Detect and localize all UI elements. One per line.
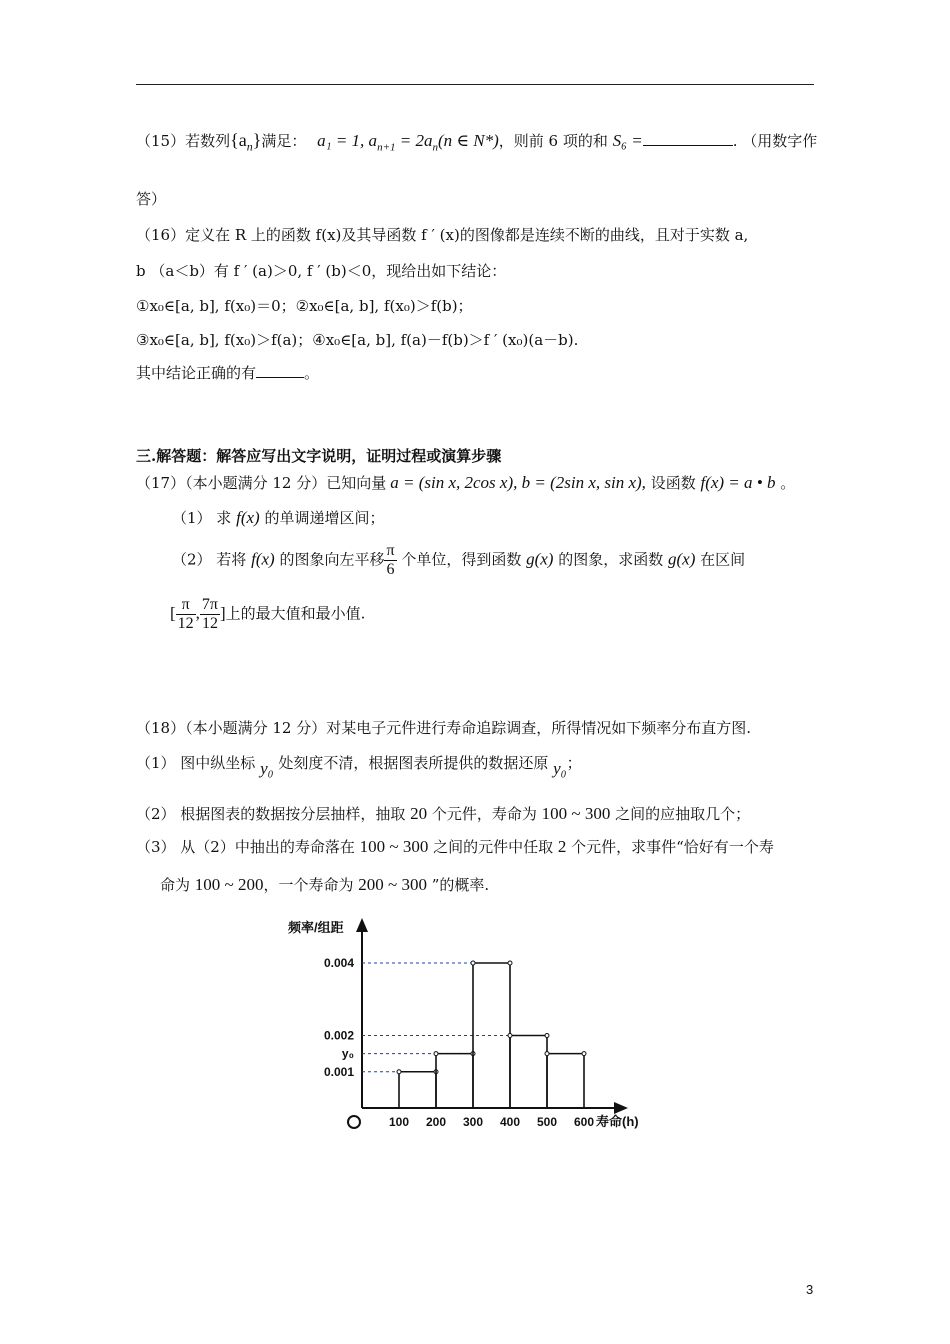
- q18-p1-y0: y₀: [260, 759, 274, 778]
- histogram: [280, 910, 680, 1140]
- q17-frac-den: 6: [386, 561, 395, 578]
- q18-p3-r2: 200 ~ 300: [358, 875, 427, 894]
- q17-p2-e: 在区间: [695, 550, 746, 569]
- q18-part3: [136, 836, 774, 857]
- y-tick-label: 0.004: [323, 956, 354, 970]
- q18-p1-c: ；: [566, 754, 582, 772]
- q18-p2-n: 20: [410, 804, 428, 823]
- x-tick-label: 600: [573, 1115, 595, 1129]
- q17-pi-over-6: [384, 542, 396, 579]
- x-axis-arrow: [614, 1102, 628, 1114]
- q18-p3-d: 命为: [160, 876, 195, 894]
- q17-p1-fx: f(x): [236, 508, 260, 527]
- y-axis-arrow: [356, 918, 368, 932]
- q17-part1: [172, 507, 384, 528]
- q17-p2-b: 的图象向左平移: [274, 550, 385, 569]
- q17-line1-a: （17）（本小题满分 12 分）已知向量: [136, 474, 387, 492]
- q18-p1-y0b: y₀: [553, 759, 567, 778]
- y-axis-label: 频率/组距: [288, 920, 344, 935]
- q18-p2-range: 100 ~ 300: [541, 804, 611, 823]
- q16-line5-end: 。: [304, 364, 320, 382]
- y-tick-label: y₀: [341, 1046, 354, 1061]
- histogram-bar: [436, 1054, 473, 1108]
- q18-p3-range: 100 ~ 300: [359, 837, 429, 856]
- q17-p1-a: （1） 求: [172, 509, 237, 527]
- histogram-bar: [547, 1054, 584, 1108]
- q18-p3-e: ，一个寿命为: [263, 876, 359, 894]
- q15-seq-open: {a: [230, 130, 247, 150]
- q18-p1-a: （1） 图中纵坐标: [136, 754, 261, 772]
- q18-part2: [136, 803, 750, 824]
- q16-line4: ③x₀∈[a, b], f(x₀)＞f(a)；④x₀∈[a, b], f(a)－f(b)＞f ′ (x₀)(a－b).: [136, 331, 579, 349]
- q17-pi-over-12: [176, 596, 196, 633]
- q17-int-f2-num: 7π: [201, 596, 218, 613]
- y-tick-label: 0.001: [323, 1064, 354, 1079]
- q15-end: . （用数字作: [732, 132, 818, 150]
- q15-formula-sub: n+1: [377, 141, 396, 154]
- q15-formula-sub2: n: [432, 141, 438, 154]
- bar-corner: [508, 961, 512, 965]
- x-tick-label: 400: [499, 1115, 521, 1129]
- q18-p2-c: 之间的应抽取几个；: [610, 805, 751, 823]
- q17-line1-c: 。: [775, 474, 796, 492]
- q16-line5-text: 其中结论正确的有: [136, 364, 257, 382]
- q17-int-close: ]: [220, 603, 226, 623]
- q18-p3-c: 个元件，求事件“恰好有一个寿: [566, 838, 774, 856]
- q17-interval: [170, 596, 365, 633]
- q17-p2-fx: f(x): [251, 549, 275, 569]
- q16-line1: （16）定义在 R 上的函数 f(x)及其导函数 f ′ (x)的图像都是连续不断的曲线，且对于实数 a,: [136, 226, 749, 244]
- x-tick-label: 300: [462, 1115, 484, 1129]
- q15-then: ，则前 6 项的和: [498, 132, 608, 150]
- question-15: [136, 130, 817, 155]
- q16-line5: [136, 362, 319, 383]
- bar-corner: [545, 1034, 549, 1038]
- q18-p3-r1: 100 ~ 200: [194, 875, 264, 894]
- q17-p2-a: （2） 若将: [172, 550, 252, 569]
- q17-p2-gx2: g(x): [668, 549, 696, 569]
- q15-end2: 答）: [136, 190, 167, 208]
- bar-corner: [397, 1070, 401, 1074]
- q15-sequence: [230, 130, 262, 154]
- q15-satisfy: 满足：: [261, 132, 307, 150]
- q18-p3-b: 之间的元件中任取: [428, 838, 558, 856]
- q15-formula-c: (n ∈ N*): [437, 131, 499, 150]
- header-rule: [136, 84, 814, 85]
- q17-p2-gx: g(x): [526, 549, 554, 569]
- q15-formula-b: = 2a: [395, 131, 433, 150]
- q18-p2-a: （2） 根据图表的数据按分层抽样，抽取: [136, 805, 411, 823]
- bar-corner: [508, 1034, 512, 1038]
- y-tick-label: 0.002: [323, 1028, 354, 1043]
- q17-f-def: f(x) = a • b: [700, 473, 776, 492]
- x-tick-label: 500: [536, 1115, 558, 1129]
- q18-p2-b: 个元件，寿命为: [427, 805, 542, 823]
- q17-int-f1-den: 12: [177, 615, 194, 632]
- q17-int-text: 上的最大值和最小值.: [225, 604, 366, 623]
- q15-seq-close: }: [252, 130, 262, 150]
- q17-line1: [136, 472, 795, 493]
- q18-p1-b: 处刻度不清，根据图表所提供的数据还原: [273, 754, 554, 772]
- q15-seq-sub: n: [246, 139, 253, 154]
- q17-part2: [172, 542, 745, 579]
- page-number: 3: [806, 1282, 814, 1297]
- section-3-heading: 三.解答题：解答应写出文字说明，证明过程或演算步骤: [136, 447, 502, 465]
- q16-line3: ①x₀∈[a, b], f(x₀)＝0；②x₀∈[a, b], f(x₀)＞f(b)；: [136, 297, 473, 315]
- bar-corner: [471, 961, 475, 965]
- q17-vectors: a = (sin x, 2cos x), b = (2sin x, sin x),: [390, 473, 646, 492]
- q17-frac-num: π: [386, 542, 395, 559]
- q15-formula-a: a₁ = 1, a: [317, 131, 378, 150]
- q17-int-f1-num: π: [176, 596, 196, 615]
- q17-p2-c: 个单位，得到函数: [396, 550, 527, 569]
- histogram-bar: [399, 1072, 436, 1108]
- q16-answer-blank[interactable]: [256, 377, 304, 378]
- q18-line1: （18）（本小题满分 12 分）对某电子元件进行寿命追踪调查，所得情况如下频率分布直方图.: [136, 719, 751, 737]
- q15-formula: [317, 131, 499, 154]
- q18-p3-n: 2: [557, 837, 567, 856]
- q18-part3-cont: [160, 874, 489, 895]
- x-axis-label: 寿命(h): [596, 1114, 639, 1129]
- x-tick-label: 200: [425, 1115, 447, 1129]
- q18-part1: [136, 752, 582, 779]
- q17-p1-b: 的单调递增区间；: [259, 509, 385, 527]
- q15-prefix: （15）若数列: [136, 132, 231, 150]
- bar-corner: [434, 1052, 438, 1056]
- q17-7pi-over-12: [200, 596, 220, 633]
- origin-marker: [348, 1116, 360, 1128]
- bar-corner: [545, 1052, 549, 1056]
- bar-corner: [582, 1052, 586, 1056]
- x-tick-label: 100: [388, 1115, 410, 1129]
- q17-int-comma: ,: [195, 603, 200, 623]
- q18-p3-f: ”的概率.: [426, 876, 490, 894]
- q17-line1-b: 设函数: [645, 474, 701, 492]
- q17-int-open: [: [170, 603, 176, 623]
- q17-p2-d: 的图象，求函数: [553, 550, 669, 569]
- q16-line2: b （a＜b）有 f ′ (a)＞0, f ′ (b)＜0，现给出如下结论：: [136, 262, 507, 280]
- q15-sum: S₆ =: [612, 131, 643, 150]
- q17-int-f2-den: 12: [201, 615, 218, 632]
- histogram-bar: [510, 1036, 547, 1109]
- q18-p3-a: （3） 从（2）中抽出的寿命落在: [136, 838, 360, 856]
- q15-answer-blank[interactable]: [643, 145, 733, 146]
